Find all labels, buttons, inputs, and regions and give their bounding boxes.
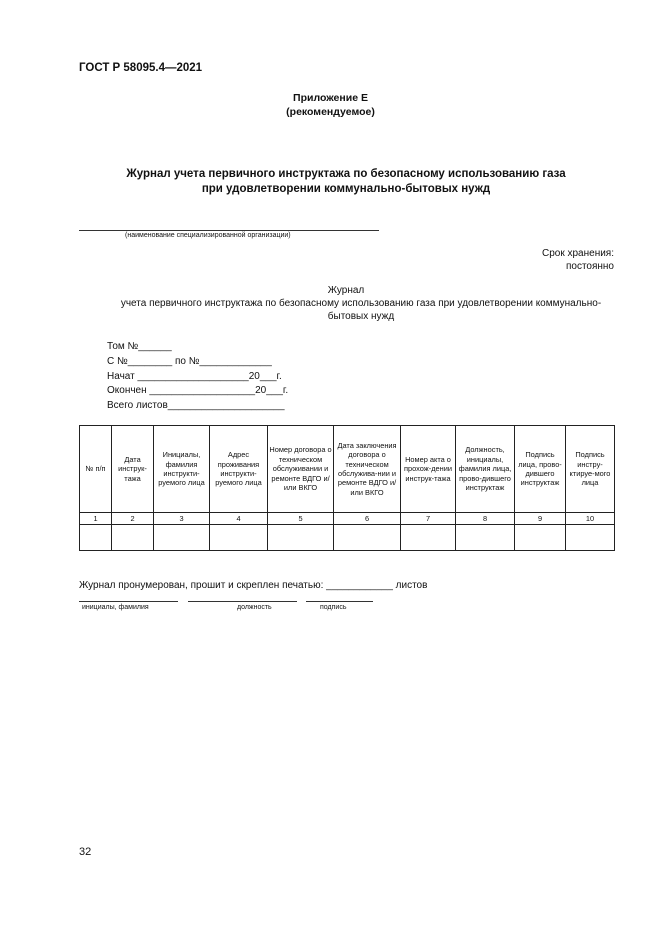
annex-heading (0, 91, 661, 119)
binding-statement: Журнал пронумерован, прошит и скреплен печатью: ____________ листов (79, 580, 428, 591)
table-header-cell: Дата инструк-тажа (112, 426, 154, 513)
table-cell (456, 525, 515, 551)
table-cell (112, 525, 154, 551)
annex-status: (рекомендуемое) (286, 106, 375, 118)
field-started: Начат ____________________20___г. (107, 370, 282, 382)
table-cell (210, 525, 268, 551)
table-cell (566, 525, 615, 551)
storage-label: Срок хранения: (541, 248, 614, 259)
table-cell (154, 525, 210, 551)
table-header-cell: Адрес проживания инструкти-руемого лица (210, 426, 268, 513)
caption-position: должность (237, 604, 272, 611)
column-number: 6 (334, 513, 401, 525)
table-header-cell: Дата заключения договора о техническом обслужива-нии и ремонте ВДГО и/или ВКГО (334, 426, 401, 513)
organization-caption: (наименование специализированной организации) (125, 232, 291, 239)
signature-line-position (188, 601, 297, 602)
annex-label: Приложение Е (293, 92, 368, 104)
table-header-cell: № п/п (80, 426, 112, 513)
table-header-cell: Подпись лица, прово-дившего инструктаж (515, 426, 566, 513)
column-number: 8 (456, 513, 515, 525)
journal-table (79, 425, 615, 551)
document-title-line-1: Журнал учета первичного инструктажа по безопасному использованию газа (126, 168, 566, 180)
standard-number: ГОСТ Р 58095.4—2021 (79, 62, 203, 74)
storage-period (542, 247, 614, 273)
table-cell (80, 525, 112, 551)
table-header-row (80, 426, 615, 513)
table-number-row (80, 513, 615, 525)
field-range: С №________ по №_____________ (107, 355, 272, 367)
field-volume: Том №______ (107, 341, 172, 352)
caption-signature: подпись (320, 604, 347, 611)
page-number: 32 (79, 846, 92, 858)
storage-value: постоянно (565, 261, 614, 272)
table-cell (268, 525, 334, 551)
organization-line (79, 230, 379, 231)
table-header-cell: Должность, инициалы, фамилия лица, прово-дившего инструктаж (456, 426, 515, 513)
document-title-line-2: при удовлетворении коммунально-бытовых нужд (201, 183, 491, 195)
signature-line-signature (306, 601, 373, 602)
table-header-cell: Номер акта о прохож-дении инструк-тажа (401, 426, 456, 513)
column-number: 3 (154, 513, 210, 525)
column-number: 10 (566, 513, 615, 525)
journal-title: Журнал (327, 285, 365, 296)
column-number: 7 (401, 513, 456, 525)
field-total-sheets: Всего листов_____________________ (107, 400, 285, 412)
table-cell (515, 525, 566, 551)
table-header-cell: Инициалы, фамилия инструкти-руемого лица (154, 426, 210, 513)
table-cell (401, 525, 456, 551)
field-finished: Окончен ___________________20___г. (107, 385, 289, 397)
journal-fields (107, 340, 288, 414)
table-row (80, 525, 615, 551)
table-header-cell: Номер договора о техническом обслуживании и ремонте ВДГО и/или ВКГО (268, 426, 334, 513)
journal-subtitle: учета первичного инструктажа по безопасному использованию газа при удовлетворении коммунально-бытовых нужд (120, 298, 602, 322)
column-number: 9 (515, 513, 566, 525)
column-number: 1 (80, 513, 112, 525)
table-cell (334, 525, 401, 551)
column-number: 2 (112, 513, 154, 525)
column-number: 5 (268, 513, 334, 525)
column-number: 4 (210, 513, 268, 525)
document-title (0, 167, 661, 197)
caption-name: инициалы, фамилия (82, 604, 149, 611)
signature-line-name (79, 601, 178, 602)
table-header-cell: Подпись инстру-ктируе-мого лица (566, 426, 615, 513)
